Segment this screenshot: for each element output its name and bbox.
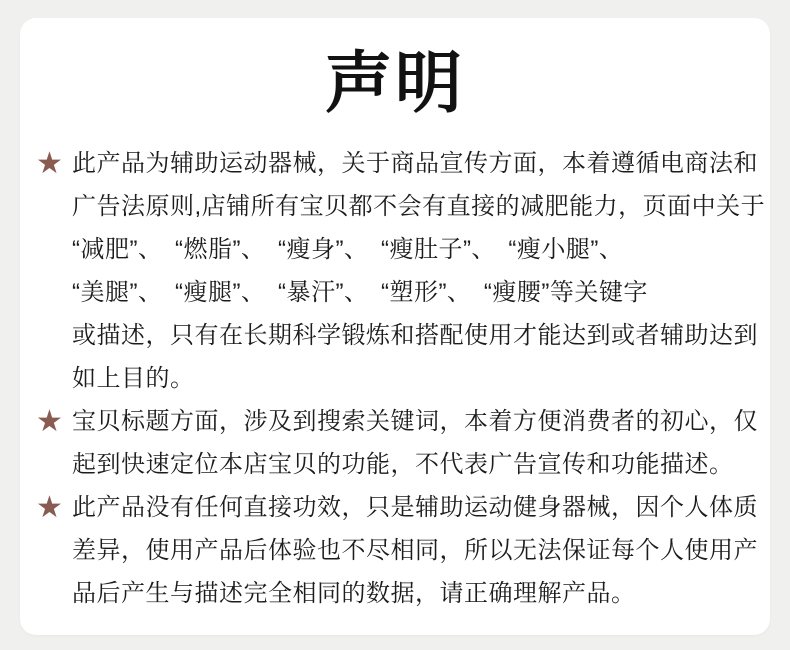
statement-line: 此产品为辅助运动器械，关于商品宣传方面，本着遵循电商法和 <box>72 150 758 177</box>
list-item <box>36 486 758 615</box>
statement-line: 如上目的。 <box>72 365 195 392</box>
statement-line: 广告法原则,店铺所有宝贝都不会有直接的减肥能力，页面中关于 <box>72 193 766 220</box>
statement-line: 品后产生与描述完全相同的数据，请正确理解产品。 <box>72 580 636 607</box>
statement-line: 宝贝标题方面，涉及到搜索关键词，本着方便消费者的初心，仅 <box>72 408 758 435</box>
statement-line: 或描述，只有在长期科学锻炼和搭配使用才能达到或者辅助达到 <box>72 322 758 349</box>
statement-list <box>36 142 766 615</box>
list-item <box>36 142 766 400</box>
star-icon: ★ <box>36 147 63 180</box>
statement-card <box>20 18 770 635</box>
statement-line: “美腿”、 “瘦腿”、 “暴汗”、 “塑形”、 “瘦腰”等关键字 <box>72 279 648 306</box>
star-icon: ★ <box>36 405 63 438</box>
star-icon: ★ <box>36 491 63 524</box>
page-title: 声明 <box>325 46 465 121</box>
statement-line: 差异，使用产品后体验也不尽相同，所以无法保证每个人使用产 <box>72 537 758 564</box>
statement-line: 起到快速定位本店宝贝的功能，不代表广告宣传和功能描述。 <box>72 451 734 478</box>
list-item <box>36 400 758 486</box>
statement-line: 此产品没有任何直接功效，只是辅助运动健身器械，因个人体质 <box>72 494 758 521</box>
statement-line: “减肥”、 “燃脂”、 “瘦身”、 “瘦肚子”、 “瘦小腿”、 <box>72 236 624 263</box>
